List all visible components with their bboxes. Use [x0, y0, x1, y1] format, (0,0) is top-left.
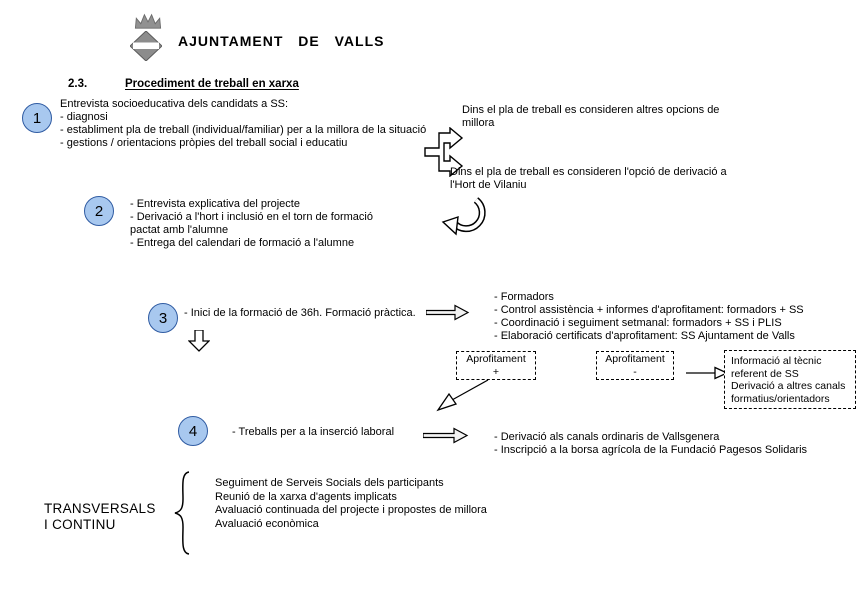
- diamond-shield-icon: [130, 31, 170, 61]
- referral-box: [724, 350, 856, 409]
- step-3-outcome: - Elaboració certificats d'aprofitament: SS Ajuntament de Valls: [494, 330, 795, 342]
- referral-line: formatius/orientadors: [731, 392, 830, 405]
- aprofitament-positive-box: [456, 351, 536, 380]
- referral-line: Derivació a altres canals: [731, 380, 846, 392]
- step-2-line: pactat amb l'alumne: [130, 224, 229, 236]
- transversal-item: Avaluació econòmica: [215, 517, 319, 530]
- step-2-number: 2: [94, 202, 104, 220]
- step-1-item: - diagnosi: [60, 111, 108, 123]
- crown-icon: [130, 12, 170, 30]
- referral-line: Informació al tècnic: [731, 355, 822, 367]
- step-3-number: 3: [158, 309, 168, 327]
- step-3-outcomes: [494, 291, 854, 343]
- step-1-badge: [22, 103, 52, 133]
- step-3-outcome: - Control assistència + informes d'aprofitament: formadors + SS: [494, 304, 804, 316]
- flow-arrow-down-icon: [188, 330, 210, 352]
- transversal-title-line: TRANSVERSALS: [44, 501, 156, 516]
- transversal-item: Reunió de la xarxa d'agents implicats: [215, 490, 397, 503]
- referral-line: referent de SS: [731, 367, 799, 380]
- step-1-text: [60, 98, 445, 150]
- step-2-line: - Derivació a l'hort i inclusió en el torn de formació: [130, 211, 373, 223]
- step-4-outcome: - Derivació als canals ordinaris de Vallsgenera: [494, 431, 720, 443]
- transversal-item: Seguiment de Serveis Socials dels participants: [215, 477, 444, 489]
- diagonal-arrow-icon: [430, 378, 492, 414]
- transversal-title-line: I CONTINU: [44, 517, 116, 532]
- step-1-number: 1: [32, 109, 42, 127]
- step-3-outcome: - Formadors: [494, 291, 554, 303]
- branch-option-top: Dins el pla de treball es consideren altres opcions de millora: [462, 104, 720, 129]
- org-name: AJUNTAMENT DE VALLS: [178, 33, 385, 49]
- left-brace-icon: [172, 470, 194, 556]
- section-number: 2.3.: [68, 78, 88, 90]
- step-2-text: [130, 198, 410, 250]
- step-1-title: Entrevista socioeducativa dels candidats a SS:: [60, 98, 289, 110]
- aprofitament-negative-sign: -: [633, 365, 637, 378]
- step-4-outcomes: [494, 431, 854, 457]
- flow-arrow-right-step3-icon: [426, 304, 470, 321]
- step-4-outcome: - Inscripció a la borsa agrícola de la Fundació Pagesos Solidaris: [494, 444, 808, 456]
- step-3-label: - Inici de la formació de 36h. Formació pràctica.: [184, 307, 416, 319]
- aprofitament-negative-label: Aprofitament: [605, 353, 665, 365]
- step-2-badge: [84, 196, 114, 226]
- aprofitament-positive-label: Aprofitament: [466, 353, 526, 365]
- step-3-outcome: - Coordinació i seguiment setmanal: formadors + SS i PLIS: [494, 317, 782, 329]
- loop-curved-arrow-icon: [438, 194, 500, 246]
- valls-crest-logo: [130, 12, 170, 60]
- transversal-items: [215, 477, 575, 531]
- branch-option-bottom: Dins el pla de treball es consideren l'opció de derivació a l'Hort de Vilaniu: [450, 166, 727, 191]
- transversal-item: Avaluació continuada del projecte i propostes de millora: [215, 504, 487, 516]
- step-4-number: 4: [188, 422, 198, 440]
- flow-arrow-right-step4-icon: [423, 427, 469, 444]
- step-4-badge: [178, 416, 208, 446]
- step-2-line: - Entrega del calendari de formació a l'alumne: [130, 237, 355, 249]
- step-1-item: - establiment pla de treball (individual/familiar) per a la millora de la situació: [60, 124, 427, 136]
- aprofitament-negative-box: [596, 351, 674, 380]
- step-2-line: - Entrevista explicativa del projecte: [130, 198, 300, 210]
- step-3-badge: [148, 303, 178, 333]
- step-1-item: - gestions / orientacions pròpies del treball social i educatiu: [60, 137, 348, 149]
- aprofitament-positive-sign: +: [492, 365, 500, 378]
- transversal-title: [44, 501, 156, 533]
- referral-arrow-icon: [686, 366, 728, 380]
- step-4-label: - Treballs per a la inserció laboral: [232, 426, 395, 438]
- section-title: Procediment de treball en xarxa: [125, 78, 299, 90]
